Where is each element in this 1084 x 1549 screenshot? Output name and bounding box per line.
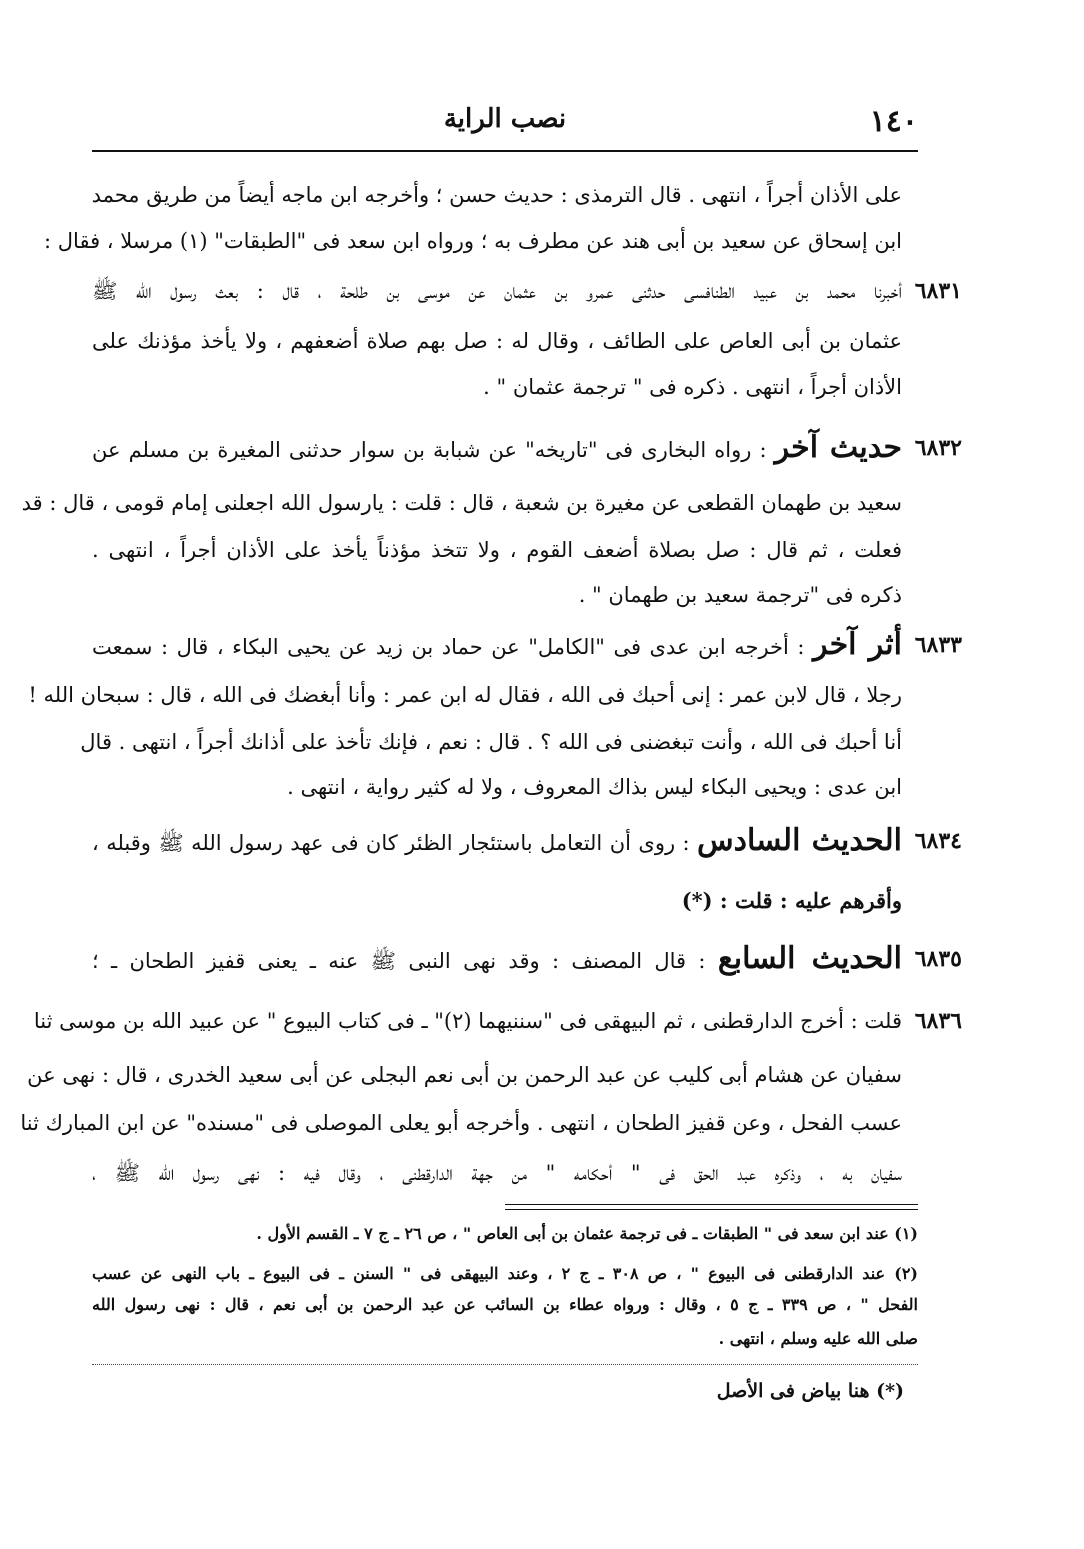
text-line: على الأذان أجراً ، انتهى . قال الترمذى : حديث حسن ؛ وأخرجه ابن ماجه أيضاً من طريق محمد	[91, 183, 902, 207]
entry-number: ٦٨٣٦	[914, 1008, 962, 1034]
text-line: عثمان بن أبى العاص على الطائف ، وقال له : صل بهم صلاة أضعفهم ، ولا يأخذ مؤذنك على	[92, 329, 902, 353]
text-line: سعيد بن طهمان القطعى عن مغيرة بن شعبة ، قال : قلت : يارسول الله اجعلنى إمام قومى ، قال : قد	[21, 491, 902, 515]
text-line: الحديث السادس : روى أن التعامل باستئجار الظئر كان فى عهد رسول الله ﷺ وقبله ،	[92, 823, 902, 858]
text-line: وأقرهم عليه : قلت : (*)	[681, 888, 902, 913]
footnote-line: (١) عند ابن سعد فى " الطبقات ـ فى ترجمة عثمان بن أبى العاص " ، ص ٢٦ ـ ج ٧ ـ القسم الأول .	[256, 1224, 918, 1243]
footnote-line: صلى الله عليه وسلم ، انتهى .	[718, 1329, 918, 1348]
section-heading: الحديث السابع	[717, 941, 903, 976]
text-line: ابن إسحاق عن سعيد بن أبى هند عن مطرف به ؛ ورواه ابن سعد فى "الطبقات" (١) مرسلا ، فقال :	[44, 229, 902, 253]
entry-number: ٦٨٣٣	[914, 632, 962, 658]
section-heading: الحديث السادس	[697, 823, 902, 858]
text-line: الأذان أجراً ، انتهى . ذكره فى " ترجمة عثمان " .	[483, 375, 902, 399]
text-line: رجلا ، قال لابن عمر : إنى أحبك فى الله ، فقال له ابن عمر : وأنا أبغضك فى الله ، قال : سبحان الله !	[28, 683, 902, 707]
section-heading: أثر آخر	[813, 627, 902, 662]
footnote-divider	[505, 1204, 918, 1205]
entry-number: ٦٨٣٥	[914, 946, 962, 972]
text-line: سفيان عن هشام أبى كليب عن عبد الرحمن بن أبى نعم البجلى عن أبى سعيد الخدرى ، قال : نهى عن	[27, 1063, 902, 1087]
page-header	[92, 100, 918, 146]
footnote-divider	[505, 1209, 918, 1210]
footnote-line: الفحل " ، ص ٣٣٩ ـ ج ٥ ، وقال : ورواه عطاء بن السائب عن عبد الرحمن بن أبى نعم ، قال : نهى رسول الله	[92, 1295, 918, 1314]
text-line: أنا أحبك فى الله ، وأنت تبغضنى فى الله ؟ . قال : نعم ، فإنك تأخذ على أذانك أجراً ، انتهى . قال	[80, 730, 902, 754]
text-line: قلت : أخرج الدارقطنى ، ثم البيهقى فى "سننيهما (٢)" ـ فى كتاب البيوع " عن عبيد الله بن موسى ثنا	[33, 1009, 902, 1033]
running-title: نصب الراية	[443, 104, 567, 134]
text-line: أثر آخر : أخرجه ابن عدى فى "الكامل" عن حماد بن زيد عن يحيى البكاء ، قال : سمعت	[92, 627, 902, 662]
entry-number: ٦٨٣١	[914, 278, 962, 304]
text-line: ابن عدى : ويحيى البكاء ليس بذاك المعروف ، ولا له كثير رواية ، انتهى .	[287, 775, 902, 799]
entry-number: ٦٨٣٤	[914, 828, 962, 854]
header-divider	[92, 150, 918, 152]
text-line: حديث آخر : رواه البخارى فى "تاريخه" عن شبابة بن سوار حدثنى المغيرة بن مسلم عن	[92, 430, 902, 465]
text-line: أخبرنا محمد بن عبيد الطنافسى حدثنى عمرو بن عثمان عن موسى بن طلحة ، قال : بعث رسول الله ﷺ	[92, 279, 902, 303]
text-line: الحديث السابع : قال المصنف : وقد نهى النبى ﷺ عنه ـ يعنى قفيز الطحان ـ ؛	[92, 941, 903, 976]
dotted-divider	[92, 1364, 918, 1365]
editor-note: (*) هنا بياض فى الأصل	[716, 1380, 904, 1402]
entry-number: ٦٨٣٢	[914, 435, 962, 461]
text-line: عسب الفحل ، وعن قفيز الطحان ، انتهى . وأخرجه أبو يعلى الموصلى فى "مسنده" عن ابن المبارك ثنا	[20, 1111, 902, 1135]
text-line: ذكره فى "ترجمة سعيد بن طهمان " .	[578, 583, 902, 607]
text-line: سفيان به ، وذكره عبد الحق فى " أحكامه " من جهة الدارقطنى ، وقال فيه : نهى رسول الله ﷺ ،	[92, 1161, 902, 1185]
page-number: ١٤٠	[869, 104, 918, 139]
footnote-line: (٢) عند الدارقطنى فى البيوع " ، ص ٣٠٨ ـ ج ٢ ، وعند البيهقى فى " السنن ـ فى البيوع ـ باب النهى عن عسب	[92, 1264, 918, 1283]
section-heading: حديث آخر	[774, 430, 902, 465]
text-line: فعلت ، ثم قال : صل بصلاة أضعف القوم ، ولا تتخذ مؤذناً يأخذ على الأذان أجراً ، انتهى .	[92, 538, 902, 562]
